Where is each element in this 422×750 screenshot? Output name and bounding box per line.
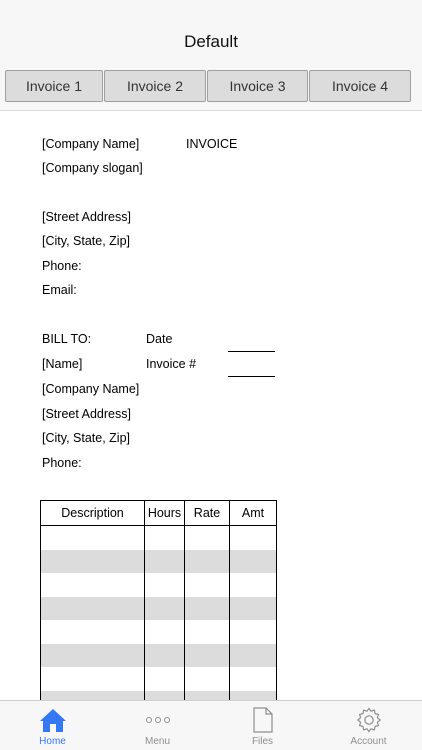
table-row[interactable]	[41, 526, 277, 550]
line-items-table	[40, 500, 277, 701]
invoice-segment-control	[0, 64, 422, 111]
table-row[interactable]	[41, 550, 277, 574]
tab-home[interactable]	[0, 701, 105, 750]
bill-name-field[interactable]: [Name]	[42, 357, 83, 371]
invoice-number-underline[interactable]	[228, 376, 275, 377]
table-row[interactable]	[41, 667, 277, 691]
document-icon	[210, 706, 315, 734]
city-state-zip-field[interactable]: [City, State, Zip]	[42, 234, 130, 248]
table-row[interactable]	[41, 620, 277, 644]
table-row[interactable]	[41, 597, 277, 621]
gear-icon	[315, 706, 422, 734]
home-icon	[0, 706, 105, 734]
invoice-document[interactable]	[0, 111, 422, 701]
more-dots-icon	[105, 706, 210, 734]
column-header-amt: Amt	[230, 501, 277, 526]
phone-field[interactable]: Phone:	[42, 259, 82, 273]
invoice-heading: INVOICE	[186, 137, 238, 151]
tab-menu[interactable]	[105, 701, 210, 750]
bill-to-label: BILL TO:	[42, 332, 92, 346]
tab-label: Home	[39, 736, 66, 747]
column-header-rate: Rate	[185, 501, 230, 526]
date-label: Date	[146, 332, 173, 346]
bill-company-field[interactable]: [Company Name]	[42, 382, 140, 396]
segment-invoice-4[interactable]: Invoice 4	[309, 70, 411, 102]
tab-label: Files	[251, 736, 274, 747]
email-field[interactable]: Email:	[42, 283, 77, 297]
tab-account[interactable]	[315, 701, 422, 750]
segment-invoice-2[interactable]: Invoice 2	[104, 70, 206, 102]
navigation-bar	[0, 0, 422, 64]
bottom-tab-bar	[0, 700, 422, 750]
column-header-hours: Hours	[145, 501, 185, 526]
tab-files[interactable]	[210, 701, 315, 750]
page-title: Default	[184, 32, 238, 51]
segment-invoice-1[interactable]: Invoice 1	[5, 70, 103, 102]
bill-phone-field[interactable]: Phone:	[42, 456, 82, 470]
street-address-field[interactable]: [Street Address]	[42, 210, 131, 224]
table-row[interactable]	[41, 644, 277, 668]
table-row[interactable]	[41, 573, 277, 597]
company-name-field[interactable]: [Company Name]	[42, 137, 140, 151]
date-underline[interactable]	[228, 351, 275, 352]
segment-invoice-3[interactable]: Invoice 3	[207, 70, 308, 102]
invoice-number-label: Invoice #	[146, 357, 197, 371]
tab-label: Account	[350, 736, 387, 747]
bill-street-field[interactable]: [Street Address]	[42, 407, 131, 421]
company-slogan-field[interactable]: [Company slogan]	[42, 161, 143, 175]
column-header-description: Description	[41, 501, 145, 526]
table-header-row	[41, 501, 277, 526]
bill-city-field[interactable]: [City, State, Zip]	[42, 431, 130, 445]
tab-label: Menu	[144, 736, 170, 747]
